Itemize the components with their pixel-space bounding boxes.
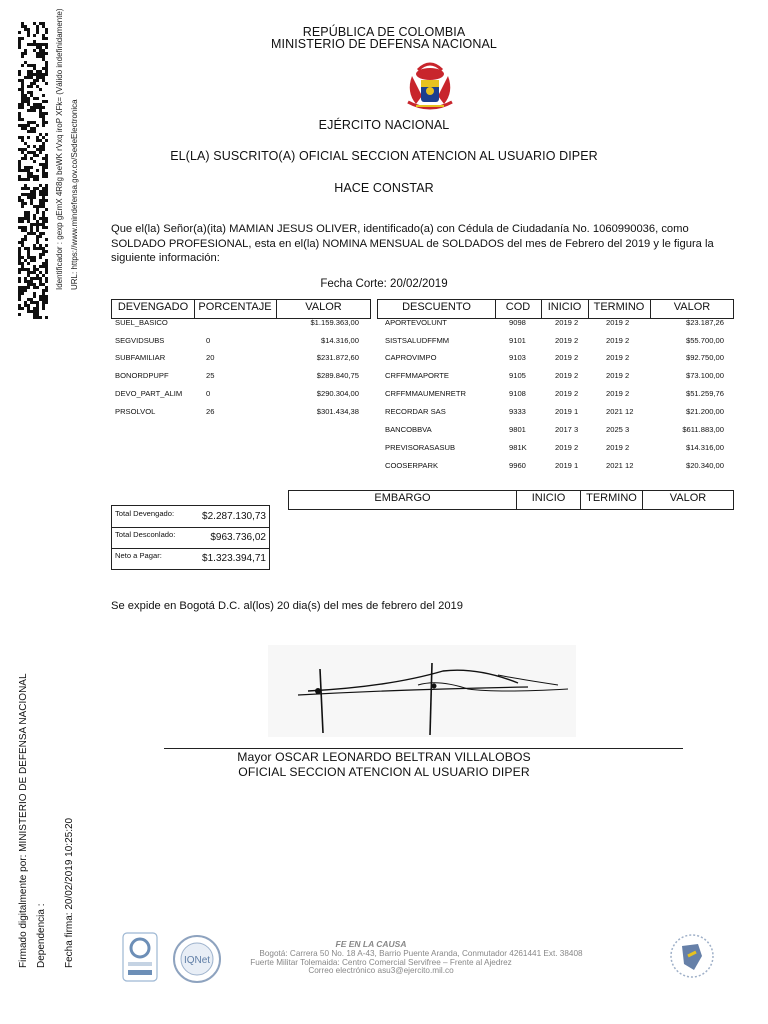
row-concepto: CRFFMMAUMENRETR bbox=[385, 389, 466, 398]
digitally-signed-by: Firmado digitalmente por: MINISTERIO DE DEFENSA NACIONAL bbox=[18, 673, 29, 968]
table-row bbox=[385, 443, 730, 453]
table-row bbox=[385, 353, 730, 363]
table-row bbox=[385, 389, 730, 399]
row-valor: $23.187,26 bbox=[685, 318, 724, 327]
row-inicio: 2019 1 bbox=[555, 407, 579, 416]
signature-line bbox=[164, 748, 683, 749]
totals-box bbox=[111, 505, 270, 570]
army-title: EJÉRCITO NACIONAL bbox=[318, 118, 450, 132]
row-cod: 981K bbox=[509, 443, 527, 452]
qr-code bbox=[18, 22, 48, 320]
row-cod: 9101 bbox=[509, 336, 526, 345]
footer-address: Bogotá: Carrera 50 No. 18 A-43, Barrio Puente Aranda, Conmutador 4261441 Ext. 38408 bbox=[259, 949, 583, 958]
republic-title: REPÚBLICA DE COLOMBIA bbox=[302, 25, 466, 39]
row-termino: 2021 12 bbox=[606, 461, 634, 470]
row-inicio: 2017 3 bbox=[555, 425, 579, 434]
table-row bbox=[385, 336, 730, 346]
col-embargo-termino: TERMINO bbox=[586, 492, 637, 504]
col-cod: COD bbox=[505, 301, 531, 313]
col-valor: VALOR bbox=[305, 301, 342, 313]
row-termino: 2019 2 bbox=[606, 318, 630, 327]
table-row bbox=[115, 371, 365, 381]
row-cod: 9105 bbox=[509, 371, 526, 380]
total-devengado-row bbox=[112, 506, 269, 528]
neto-a-pagar-value: $1.323.394,71 bbox=[202, 553, 266, 564]
ministry-title: MINISTERIO DE DEFENSA NACIONAL bbox=[271, 37, 497, 51]
neto-a-pagar-row bbox=[112, 548, 269, 569]
table-row bbox=[115, 407, 365, 417]
row-concepto: CAPROVIMPO bbox=[385, 353, 437, 362]
row-valor: $55.700,00 bbox=[685, 336, 724, 345]
row-cod: 9801 bbox=[509, 425, 526, 434]
descuento-table-header bbox=[377, 299, 734, 319]
row-valor: $231.872,60 bbox=[316, 353, 359, 362]
row-valor: $611.883,00 bbox=[682, 425, 724, 434]
dependencia-label: Dependencia : bbox=[36, 903, 47, 968]
row-cod: 9103 bbox=[509, 353, 526, 362]
row-valor: $289.840,75 bbox=[316, 371, 359, 380]
iqnet-certification-logo bbox=[172, 934, 222, 984]
row-valor: $73.100,00 bbox=[685, 371, 724, 380]
qr-identifier-text: Identificador : gexp gEmX 4R8g beWK rVxq iroP XFk= (Válido indefinidamente) bbox=[55, 8, 64, 290]
total-devengado-label: Total Devengado: bbox=[115, 509, 175, 518]
embargo-table-header bbox=[288, 490, 734, 510]
total-descontado-label: Total Desconlado: bbox=[115, 530, 176, 539]
row-termino: 2019 2 bbox=[606, 389, 630, 398]
row-termino: 2019 2 bbox=[606, 336, 630, 345]
row-concepto: PREVISORASASUB bbox=[385, 443, 456, 452]
row-valor: $1.159.363,00 bbox=[310, 318, 359, 327]
row-concepto: COOSERPARK bbox=[385, 461, 439, 470]
intro-line-1: Que el(la) Señor(a)(ita) MAMIAN JESUS OLIVER, identificado(a) con Cédula de Ciudadanía No. 1060990036, como bbox=[111, 223, 689, 235]
row-cod: 9108 bbox=[509, 389, 526, 398]
col-porcentaje: PORCENTAJE bbox=[198, 301, 272, 313]
col-embargo-valor: VALOR bbox=[669, 492, 707, 504]
row-inicio: 2019 1 bbox=[555, 461, 579, 470]
row-inicio: 2019 2 bbox=[555, 371, 579, 380]
row-cod: 9098 bbox=[509, 318, 526, 327]
row-inicio: 2019 2 bbox=[555, 389, 579, 398]
row-inicio: 2019 2 bbox=[555, 353, 579, 362]
signer-heading: EL(LA) SUSCRITO(A) OFICIAL SECCION ATENCION AL USUARIO DIPER bbox=[170, 149, 598, 163]
army-coat-of-arms-logo bbox=[402, 56, 458, 114]
row-concepto: BONORDPUPF bbox=[115, 371, 169, 380]
row-porcentaje: 20 bbox=[206, 353, 215, 362]
row-porcentaje: 0 bbox=[206, 336, 211, 345]
total-descontado-value: $963.736,02 bbox=[210, 532, 266, 543]
table-row bbox=[385, 461, 730, 471]
row-valor: $20.340,00 bbox=[685, 461, 724, 470]
row-termino: 2019 2 bbox=[606, 353, 630, 362]
table-row bbox=[385, 425, 730, 435]
row-concepto: CRFFMMAPORTE bbox=[385, 371, 449, 380]
col-embargo: EMBARGO bbox=[374, 492, 431, 504]
signer-name: Mayor OSCAR LEONARDO BELTRAN VILLALOBOS bbox=[237, 750, 531, 764]
row-inicio: 2019 2 bbox=[555, 336, 579, 345]
row-cod: 9960 bbox=[509, 461, 526, 470]
col-descuento: DESCUENTO bbox=[402, 301, 471, 313]
table-row bbox=[385, 318, 730, 328]
row-valor: $301.434,38 bbox=[316, 407, 359, 416]
table-row bbox=[115, 389, 365, 399]
row-porcentaje: 0 bbox=[206, 389, 211, 398]
total-descontado-row bbox=[112, 527, 269, 549]
row-termino: 2025 3 bbox=[606, 425, 630, 434]
row-cod: 9333 bbox=[509, 407, 526, 416]
qr-url-text: URL: https://www.mindefensa.gov.co/SedeElectronica bbox=[70, 99, 79, 290]
handwritten-signature bbox=[268, 645, 576, 737]
footer-email: Correo electrónico asu3@ejercito.mil.co bbox=[308, 966, 454, 975]
row-termino: 2019 2 bbox=[606, 371, 630, 380]
row-termino: 2021 12 bbox=[606, 407, 634, 416]
table-row bbox=[115, 318, 365, 328]
col-inicio: INICIO bbox=[547, 301, 582, 313]
intro-line-3: siguiente información: bbox=[111, 252, 220, 264]
intro-line-2: SOLDADO PROFESIONAL, esta en el(la) NOMINA MENSUAL de SOLDADOS del mes de Febrero del 2019 y le figura la bbox=[111, 237, 714, 250]
hace-constar-heading: HACE CONSTAR bbox=[334, 181, 434, 195]
table-row bbox=[385, 407, 730, 417]
row-valor: $290.304,00 bbox=[316, 389, 359, 398]
row-concepto: SUBFAMILIAR bbox=[115, 353, 166, 362]
row-concepto: RECORDAR SAS bbox=[385, 407, 446, 416]
row-concepto: SISTSALUDFFMM bbox=[385, 336, 450, 345]
row-valor: $51.259,76 bbox=[685, 389, 724, 398]
total-devengado-value: $2.287.130,73 bbox=[202, 511, 266, 522]
row-concepto: SUEL_BASICO bbox=[115, 318, 168, 327]
footer-motto: FE EN LA CAUSA bbox=[335, 939, 407, 949]
row-valor: $14.316,00 bbox=[320, 336, 359, 345]
col-termino: TERMINO bbox=[593, 301, 645, 313]
row-concepto: DEVO_PART_ALIM bbox=[115, 389, 183, 398]
expedition-text: Se expide en Bogotá D.C. al(los) 20 dia(s) del mes de febrero del 2019 bbox=[111, 600, 463, 612]
row-valor: $92.750,00 bbox=[685, 353, 724, 362]
row-concepto: APORTEVOLUNT bbox=[385, 318, 447, 327]
row-inicio: 2019 2 bbox=[555, 443, 579, 452]
signature-date: Fecha firma: 20/02/2019 10:25:20 bbox=[64, 817, 75, 968]
table-row bbox=[385, 371, 730, 381]
col-embargo-inicio: INICIO bbox=[531, 492, 566, 504]
row-concepto: PRSOLVOL bbox=[115, 407, 156, 416]
row-porcentaje: 26 bbox=[206, 407, 215, 416]
fecha-corte: Fecha Corte: 20/02/2019 bbox=[320, 278, 448, 290]
row-inicio: 2019 2 bbox=[555, 318, 579, 327]
table-row bbox=[115, 336, 365, 346]
col-valor-desc: VALOR bbox=[673, 301, 711, 313]
col-devengado: DEVENGADO bbox=[117, 301, 189, 313]
table-row bbox=[115, 353, 365, 363]
row-porcentaje: 25 bbox=[206, 371, 215, 380]
footer-fuerte: Fuerte Militar Tolemaida: Centro Comercial Servifree – Frente al Ajedrez bbox=[250, 958, 512, 967]
svg-text:IQNet: IQNet bbox=[183, 955, 211, 966]
row-termino: 2019 2 bbox=[606, 443, 630, 452]
row-concepto: BANCOBBVA bbox=[385, 425, 432, 434]
row-concepto: SEGVIDSUBS bbox=[115, 336, 165, 345]
neto-a-pagar-label: Neto a Pagar: bbox=[115, 551, 162, 560]
signer-role: OFICIAL SECCION ATENCION AL USUARIO DIPER bbox=[238, 765, 530, 779]
intro-paragraph bbox=[111, 222, 751, 266]
devengado-table-header bbox=[111, 299, 371, 319]
iso-certification-logo bbox=[122, 932, 158, 982]
quality-seal-logo bbox=[666, 932, 718, 984]
row-valor: $21.200,00 bbox=[685, 407, 724, 416]
row-valor: $14.316,00 bbox=[685, 443, 724, 452]
